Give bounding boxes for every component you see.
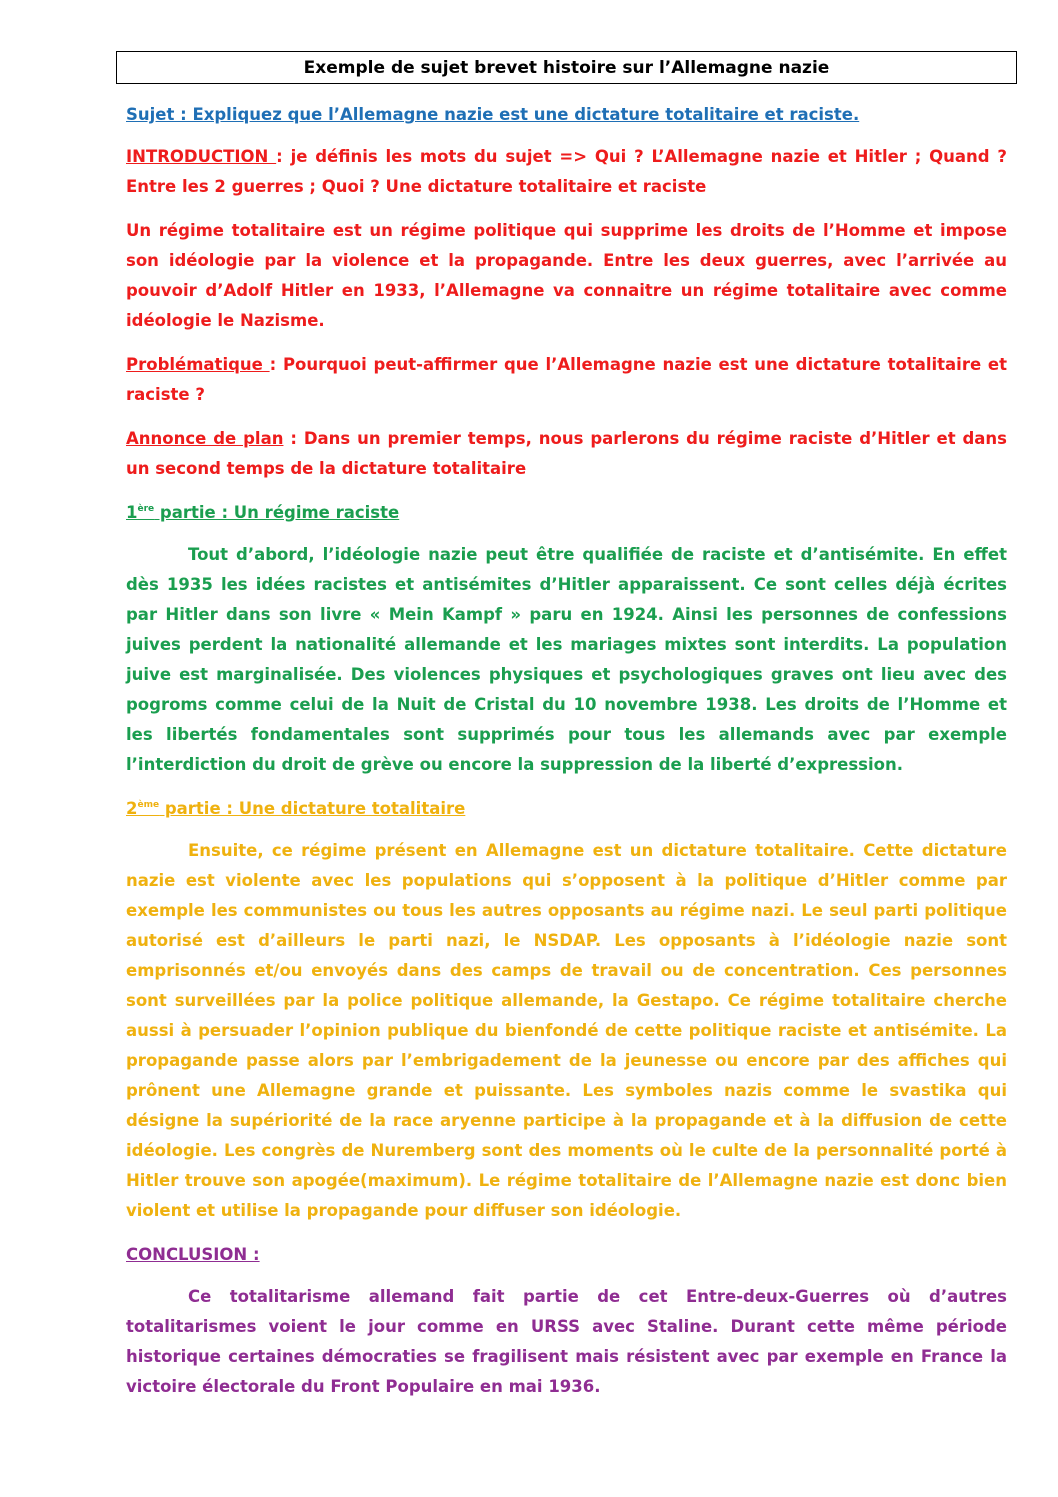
definition-paragraph: Un régime totalitaire est un régime politique qui supprime les droits de l’Homme et impose son idéologie par la violence et la propagande. Entre les deux guerres, avec l’arrivée au pouvoir d’Adolf Hitler en 1933, l’Allemagne va connaitre un régime totalitaire avec comme idéologie le Nazisme. [126, 221, 1007, 330]
part1-heading-text: partie : Un régime raciste [154, 503, 400, 522]
part1-heading-sup: ère [137, 504, 155, 514]
part1-heading [126, 498, 1007, 528]
introduction-paragraph [126, 142, 1007, 202]
problem-label: Problématique [126, 355, 270, 374]
document-body [126, 100, 1007, 1416]
conclusion-heading: CONCLUSION : [126, 1245, 260, 1264]
introduction-text: : je définis les mots du sujet => Qui ? L’Allemagne nazie et Hitler ; Quand ? Entre les 2 guerres ; Quoi ? Une dictature totalitaire et raciste [126, 147, 1007, 196]
problem-text: : Pourquoi peut-affirmer que l’Allemagne nazie est une dictature totalitaire et raciste ? [126, 355, 1007, 404]
plan-text: : Dans un premier temps, nous parlerons du régime raciste d’Hitler et dans un second temps de la dictature totalitaire [126, 429, 1007, 478]
plan-paragraph [126, 424, 1007, 484]
conclusion-body: Ce totalitarisme allemand fait partie de cet Entre-deux-Guerres où d’autres totalitarismes voient le jour comme en URSS avec Staline. Durant cette même période historique certaines démocraties se fragilisent mais résistent avec par exemple en France la victoire électorale du Front Populaire en mai 1936. [126, 1287, 1007, 1396]
plan-label: Annonce de plan [126, 429, 284, 448]
document-title: Exemple de sujet brevet histoire sur l’Allemagne nazie [116, 51, 1017, 84]
introduction-label: INTRODUCTION [126, 147, 277, 166]
part2-heading-sup: ème [137, 800, 160, 810]
subject-line: Sujet : Expliquez que l’Allemagne nazie est une dictature totalitaire et raciste. [126, 105, 860, 124]
part1-body: Tout d’abord, l’idéologie nazie peut être qualifiée de raciste et d’antisémite. En effet dès 1935 les idées racistes et antisémites d’Hitler apparaissent. Ce sont celles déjà écrites par Hitler dans son livre « Mein Kampf » paru en 1924. Ainsi les personnes de confessions juives perdent la nationalité allemande et les mariages mixtes sont interdits. La population juive est marginalisée. Des violences physiques et psychologiques graves ont lieu avec des pogroms comme celui de la Nuit de Cristal du 10 novembre 1938. Les droits de l’Homme et les libertés fondamentales sont supprimés pour tous les allemands avec par exemple l’interdiction du droit de grève ou encore la suppression de la liberté d’expression. [126, 545, 1007, 774]
part2-heading-number: 2 [126, 799, 138, 818]
part2-body: Ensuite, ce régime présent en Allemagne est un dictature totalitaire. Cette dictature nazie est violente avec les populations qui s’opposent à la politique d’Hitler comme par exemple les communistes ou tous les autres opposants au régime nazi. Le seul parti politique autorisé est d’ailleurs le parti nazi, le NSDAP. Les opposants à l’idéologie nazie sont emprisonnés et/ou envoyés dans des camps de travail ou de concentration. Ces personnes sont surveillées par la police politique allemande, la Gestapo. Ce régime totalitaire cherche aussi à persuader l’opinion publique du bienfondé de cette politique raciste et antisémite. La propagande passe alors par l’embrigadement de la jeunesse ou encore par des affiches qui prônent une Allemagne grande et puissante. Les symboles nazis comme le svastika qui désigne la supériorité de la race aryenne participe à la propagande et à la diffusion de cette idéologie. Les congrès de Nuremberg sont des moments où le culte de la personnalité porté à Hitler trouve son apogée(maximum). Le régime totalitaire de l’Allemagne nazie est donc bien violent et utilise la propagande pour diffuser son idéologie. [126, 841, 1007, 1220]
problem-paragraph [126, 350, 1007, 410]
part1-heading-number: 1 [126, 503, 138, 522]
part2-heading-text: partie : Une dictature totalitaire [159, 799, 466, 818]
part2-heading [126, 794, 1007, 824]
